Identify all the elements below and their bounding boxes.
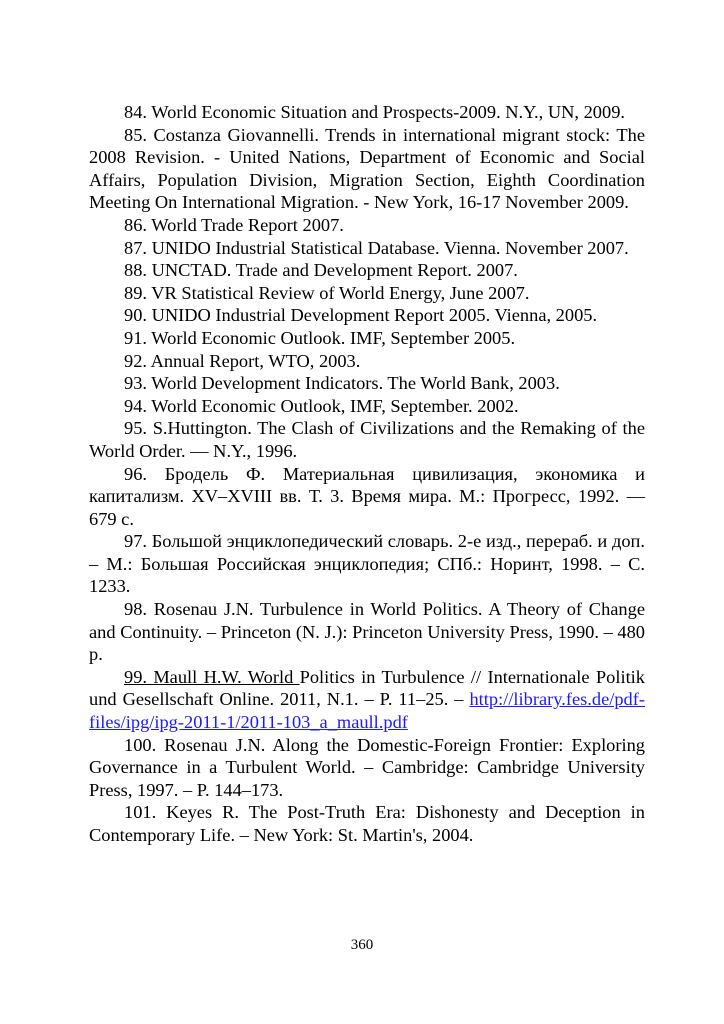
reference-95: 95. S.Huttington. The Clash of Civilizations and the Remaking of the World Order. — N.Y., 1996.	[89, 418, 645, 461]
reference-97: 97. Большой энциклопедический словарь. 2-е изд., перераб. и доп. – М.: Большая Российская энциклопедия; СПб.: Норинт, 1998. – С. 1233.	[89, 531, 645, 597]
reference-86: 86. World Trade Report 2007.	[124, 214, 344, 235]
reference-99-text: Politics in Turbulence // Internationale Politik und Gesellschaft Online. 2011, N.1. – P. 11–25. –	[89, 666, 645, 710]
reference-84: 84. World Economic Situation and Prospects-2009. N.Y., UN, 2009.	[124, 102, 625, 122]
reference-90: 90. UNIDO Industrial Development Report 2005. Vienna, 2005.	[124, 305, 598, 326]
reference-93: 93. World Development Indicators. The World Bank, 2003.	[124, 373, 560, 394]
reference-98: 98. Rosenau J.N. Turbulence in World Politics. A Theory of Change and Continuity. – Princeton (N. J.): Princeton University Press, 1990. – 480 p.	[89, 599, 645, 665]
reference-89: 89. VR Statistical Review of World Energy, June 2007.	[124, 282, 530, 303]
reference-99-underlined-part: 99. Maull H.W. World	[124, 666, 300, 687]
page-number: 360	[350, 937, 374, 953]
reference-99	[89, 666, 645, 734]
reference-88: 88. UNCTAD. Trade and Development Report. 2007.	[124, 260, 518, 281]
reference-94: 94. World Economic Outlook, IMF, September. 2002.	[124, 395, 519, 416]
reference-85: 85. Costanza Giovannelli. Trends in international migrant stock: The 2008 Revision. - United Nations, Department of Economic and Social Affairs, Population Division, Migration Section, Eighth Coordination Meeting On International Migration. - New York, 16-17 November 2009.	[89, 124, 645, 213]
reference-91: 91. World Economic Outlook. IMF, September 2005.	[124, 327, 516, 348]
reference-96: 96. Бродель Ф. Материальная цивилизация, экономика и капитализм. XV–XVIII вв. Т. 3. Время мира. М.: Прогресс, 1992. — 679 с.	[89, 463, 645, 529]
reference-list	[89, 101, 645, 847]
reference-100: 100. Rosenau J.N. Along the Domestic-Foreign Frontier: Exploring Governance in a Turbulent World. – Cambridge: Cambridge University Press, 1997. – P. 144–173.	[89, 734, 645, 800]
reference-99-link[interactable]: http://library.fes.de/pdf-files/ipg/ipg-2011-1/2011-103_a_maull.pdf	[89, 689, 645, 733]
reference-92: 92. Annual Report, WTO, 2003.	[124, 350, 361, 371]
reference-87: 87. UNIDO Industrial Statistical Database. Vienna. November 2007.	[124, 237, 629, 258]
reference-101: 101. Keyes R. The Post-Truth Era: Dishonesty and Deception in Contemporary Life. – New York: St. Martin's, 2004.	[89, 802, 645, 845]
